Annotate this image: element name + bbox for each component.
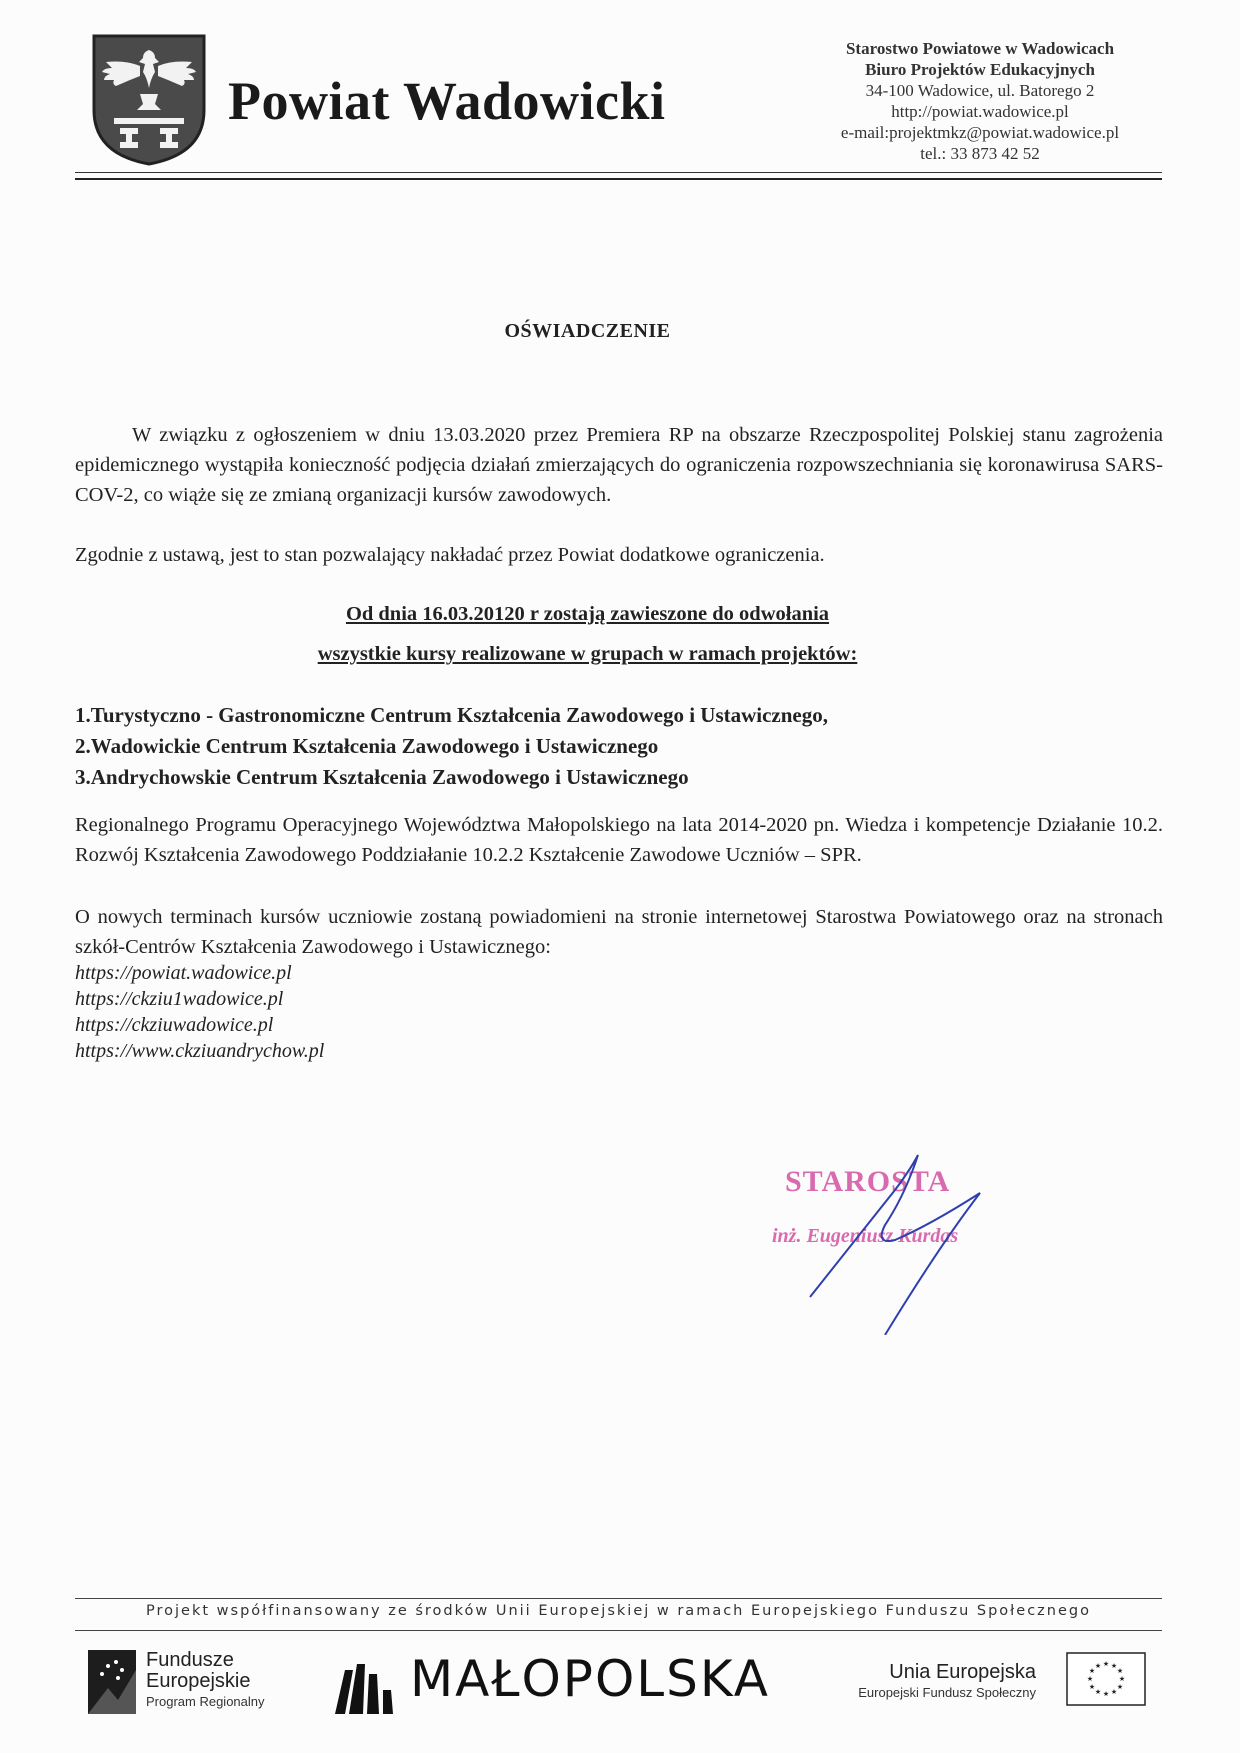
fundusze-europejskie-logo-icon <box>88 1650 136 1714</box>
paragraph-program: Regionalnego Programu Operacyjnego Województwa Małopolskiego na lata 2014-2020 pn. Wiedza i kompetencje Działanie 10.2. Rozwój Kształcenia Zawodowego Poddziałanie 10.2.2 Kształcenie Zawodowe Uczniów – SPR. <box>75 814 1163 866</box>
svg-text:★: ★ <box>1102 1660 1110 1668</box>
eu-line-2: Europejski Fundusz Społeczny <box>858 1685 1036 1700</box>
malopolska-wordmark: MAŁOPOLSKA <box>410 1650 771 1708</box>
fe-line-3: Program Regionalny <box>146 1694 265 1709</box>
address-email: e-mail:projektmkz@powiat.wadowice.pl <box>840 123 1120 142</box>
fe-line-1: Fundusze <box>146 1649 234 1671</box>
fe-line-2: Europejskie <box>146 1670 251 1692</box>
paragraph-notification: O nowych terminach kursów uczniowie zostaną powiadomieni na stronie internetowej Starostwa Powiatowego oraz na stronach szkół-Centrów Kształcenia Zawodowego i Ustawicznego: <box>75 906 1163 958</box>
fundusze-europejskie-text <box>146 1650 265 1712</box>
notice-line-2: wszystkie kursy realizowane w grupach w ramach projektów: <box>317 643 858 665</box>
svg-text:★: ★ <box>1086 1675 1094 1683</box>
stamp-title: STAROSTA <box>785 1165 951 1198</box>
header-divider <box>75 172 1162 173</box>
header-divider-thick <box>75 178 1162 180</box>
svg-text:★: ★ <box>1118 1675 1126 1683</box>
address-phone: tel.: 33 873 42 52 <box>920 144 1040 163</box>
project-item: 3.Andrychowskie Centrum Kształcenia Zawodowego i Ustawicznego <box>75 765 689 789</box>
svg-text:★: ★ <box>1094 1688 1102 1696</box>
link-item[interactable]: https://ckziuwadowice.pl <box>75 1014 274 1036</box>
notice-line-1: Od dnia 16.03.20120 r zostają zawieszone do odwołania <box>345 603 830 625</box>
header-address <box>820 38 1140 164</box>
coat-of-arms-icon <box>90 32 208 168</box>
svg-text:★: ★ <box>1094 1662 1102 1670</box>
link-item[interactable]: https://www.ckziuandrychow.pl <box>75 1040 325 1062</box>
paragraph-intro: W związku z ogłoszeniem w dniu 13.03.2020 przez Premiera RP na obszarze Rzeczpospolitej Polskiej stanu zagrożenia epidemicznego wystąpiła konieczność podjęcia działań zmierzających do ograniczenia rozpowszechniania się koronawirusa SARS-COV-2, co wiąże się ze zmianą organizacji kursów zawodowych. <box>75 424 1163 506</box>
stamp-name: inż. Eugeniusz Kurdas <box>772 1225 959 1247</box>
funding-statement: Projekt współfinansowany ze środków Unii Europejskiej w ramach Europejskiego Funduszu Społecznego <box>146 1603 1091 1619</box>
brand-title: Powiat Wadowicki <box>228 71 666 131</box>
svg-text:★: ★ <box>1116 1667 1124 1675</box>
svg-text:★: ★ <box>1116 1683 1124 1691</box>
svg-text:★: ★ <box>1102 1690 1110 1698</box>
footer-divider-top <box>75 1598 1162 1599</box>
footer-divider-bottom <box>75 1630 1162 1631</box>
address-office: Starostwo Powiatowe w Wadowicach <box>845 39 1115 58</box>
address-website: http://powiat.wadowice.pl <box>891 102 1069 121</box>
eu-flag-icon <box>1066 1652 1146 1706</box>
svg-text:★: ★ <box>1088 1667 1096 1675</box>
paragraph-law: Zgodnie z ustawą, jest to stan pozwalający nakładać przez Powiat dodatkowe ograniczenia. <box>75 544 825 566</box>
project-list <box>75 700 1163 793</box>
svg-text:★: ★ <box>1088 1683 1096 1691</box>
address-street: 34-100 Wadowice, ul. Batorego 2 <box>865 81 1095 100</box>
project-item: 1.Turystyczno - Gastronomiczne Centrum Kształcenia Zawodowego i Ustawicznego, <box>75 703 829 727</box>
link-item[interactable]: https://powiat.wadowice.pl <box>75 962 292 984</box>
eu-line-1: Unia Europejska <box>889 1661 1036 1683</box>
address-department: Biuro Projektów Edukacyjnych <box>865 60 1095 79</box>
link-item[interactable]: https://ckziu1wadowice.pl <box>75 988 284 1010</box>
malopolska-logo-icon <box>333 1660 395 1716</box>
svg-text:★: ★ <box>1110 1662 1118 1670</box>
project-item: 2.Wadowickie Centrum Kształcenia Zawodowego i Ustawicznego <box>75 734 659 758</box>
signature-icon <box>800 1145 1000 1335</box>
svg-text:★: ★ <box>1110 1688 1118 1696</box>
eu-text <box>836 1660 1036 1702</box>
link-list <box>75 960 875 1064</box>
document-title: OŚWIADCZENIE <box>504 320 671 342</box>
